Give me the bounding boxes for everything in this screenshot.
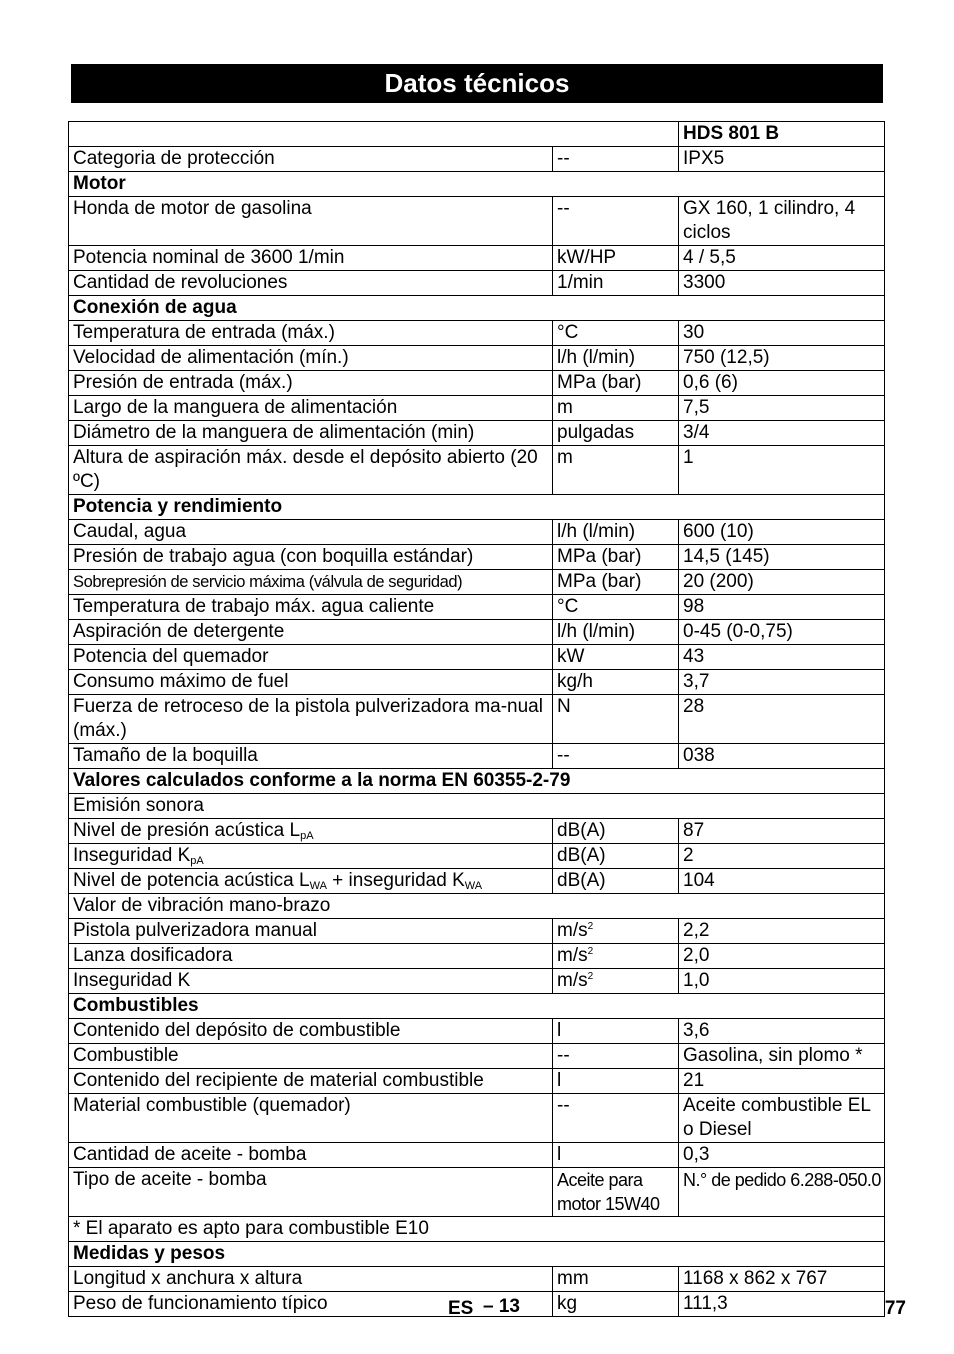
table-row — [69, 695, 885, 744]
table-row — [69, 819, 885, 844]
row-unit: -- — [553, 744, 679, 769]
table-row — [69, 246, 885, 271]
footer-page-label: – 13 — [483, 1296, 520, 1317]
model-name: HDS 801 B — [679, 122, 885, 147]
section-heading: Medidas y pesos — [69, 1242, 885, 1267]
row-label: Peso de funcionamiento típico — [69, 1292, 553, 1317]
row-unit — [553, 919, 679, 944]
row-unit: kg — [553, 1292, 679, 1317]
row-label: Consumo máximo de fuel — [69, 670, 553, 695]
row-unit: MPa (bar) — [553, 371, 679, 396]
table-row — [69, 670, 885, 695]
table-row — [69, 869, 885, 894]
table-row — [69, 396, 885, 421]
row-unit: -- — [553, 1094, 679, 1143]
label-text: Inseguridad K — [73, 845, 191, 866]
label-text: Nivel de presión acústica L — [73, 820, 301, 841]
footnote: * El aparato es apto para combustible E10 — [69, 1217, 885, 1242]
row-value: IPX5 — [679, 147, 885, 172]
table-row — [69, 1267, 885, 1292]
row-label: Contenido del depósito de combustible — [69, 1019, 553, 1044]
row-label: Temperatura de trabajo máx. agua caliente — [69, 595, 553, 620]
row-label: Temperatura de entrada (máx.) — [69, 321, 553, 346]
table-row — [69, 1019, 885, 1044]
label-text-mid: + inseguridad K — [326, 870, 465, 891]
row-unit: dB(A) — [553, 869, 679, 894]
row-label: Tipo de aceite - bomba — [69, 1168, 553, 1217]
row-unit: l — [553, 1019, 679, 1044]
row-unit: °C — [553, 595, 679, 620]
table-row — [69, 271, 885, 296]
page-title: Datos técnicos — [71, 64, 883, 103]
section-heading: Conexión de agua — [69, 296, 885, 321]
row-unit: l/h (l/min) — [553, 346, 679, 371]
row-unit: N — [553, 695, 679, 744]
row-unit: l/h (l/min) — [553, 620, 679, 645]
table-row — [69, 197, 885, 246]
row-value: 4 / 5,5 — [679, 246, 885, 271]
row-label: Combustible — [69, 1044, 553, 1069]
row-unit: dB(A) — [553, 844, 679, 869]
row-value: 750 (12,5) — [679, 346, 885, 371]
row-label: Sobrepresión de servicio máxima (válvula de seguridad) — [69, 570, 553, 595]
row-label — [69, 819, 553, 844]
label-subscript: pA — [190, 855, 204, 867]
row-unit: dB(A) — [553, 819, 679, 844]
table-row — [69, 919, 885, 944]
section-row — [69, 495, 885, 520]
section-heading: Combustibles — [69, 994, 885, 1019]
table-row — [69, 147, 885, 172]
section-row — [69, 994, 885, 1019]
row-value: 30 — [679, 321, 885, 346]
row-value: 104 — [679, 869, 885, 894]
row-value: 28 — [679, 695, 885, 744]
table-header-row — [69, 122, 885, 147]
row-label: Cantidad de revoluciones — [69, 271, 553, 296]
row-value: N.° de pedido 6.288-050.0 — [679, 1168, 885, 1217]
row-unit — [553, 969, 679, 994]
row-label: Lanza dosificadora — [69, 944, 553, 969]
row-value: 0,3 — [679, 1143, 885, 1168]
row-value: 43 — [679, 645, 885, 670]
section-row — [69, 1242, 885, 1267]
empty-cell — [69, 122, 679, 147]
row-value: 3,6 — [679, 1019, 885, 1044]
row-unit: m — [553, 396, 679, 421]
section-heading: Valores calculados conforme a la norma EN 60355-2-79 — [69, 769, 885, 794]
unit-text: m/s — [557, 945, 588, 966]
table-row — [69, 570, 885, 595]
unit-superscript: 2 — [587, 921, 594, 932]
row-value: 600 (10) — [679, 520, 885, 545]
footer-language: ES — [448, 1298, 474, 1319]
table-row — [69, 969, 885, 994]
row-value: 14,5 (145) — [679, 545, 885, 570]
section-row — [69, 296, 885, 321]
row-value: 20 (200) — [679, 570, 885, 595]
row-label: Cantidad de aceite - bomba — [69, 1143, 553, 1168]
section-heading: Potencia y rendimiento — [69, 495, 885, 520]
subsection-heading: Emisión sonora — [69, 794, 885, 819]
table-row — [69, 1069, 885, 1094]
row-label: Presión de trabajo agua (con boquilla estándar) — [69, 545, 553, 570]
label-subscript: WA — [464, 880, 483, 892]
row-label: Caudal, agua — [69, 520, 553, 545]
page-number: 77 — [884, 1298, 906, 1319]
row-label: Fuerza de retroceso de la pistola pulverizadora ma-nual (máx.) — [69, 695, 553, 744]
row-value: 0,6 (6) — [679, 371, 885, 396]
row-value: 1 — [679, 446, 885, 495]
row-label: Inseguridad K — [69, 969, 553, 994]
row-label: Presión de entrada (máx.) — [69, 371, 553, 396]
row-unit: -- — [553, 1044, 679, 1069]
table-row — [69, 1044, 885, 1069]
table-row — [69, 1143, 885, 1168]
table-row — [69, 545, 885, 570]
row-unit — [553, 944, 679, 969]
row-unit: MPa (bar) — [553, 545, 679, 570]
row-unit: °C — [553, 321, 679, 346]
unit-text: m/s — [557, 920, 588, 941]
section-row — [69, 172, 885, 197]
table-row — [69, 844, 885, 869]
row-unit: m — [553, 446, 679, 495]
note-row — [69, 1217, 885, 1242]
row-value: 1168 x 862 x 767 — [679, 1267, 885, 1292]
row-value: 2 — [679, 844, 885, 869]
row-label: Material combustible (quemador) — [69, 1094, 553, 1143]
row-label: Contenido del recipiente de material combustible — [69, 1069, 553, 1094]
row-label: Longitud x anchura x altura — [69, 1267, 553, 1292]
row-label: Potencia nominal de 3600 1/min — [69, 246, 553, 271]
row-value: 87 — [679, 819, 885, 844]
row-unit: mm — [553, 1267, 679, 1292]
row-unit: l — [553, 1069, 679, 1094]
row-unit: l — [553, 1143, 679, 1168]
table-row — [69, 1168, 885, 1217]
section-row — [69, 769, 885, 794]
unit-superscript: 2 — [587, 946, 594, 957]
unit-text: m/s — [557, 970, 588, 991]
row-value: GX 160, 1 cilindro, 4 ciclos — [679, 197, 885, 246]
row-value: 7,5 — [679, 396, 885, 421]
row-label — [69, 869, 553, 894]
row-unit: Aceite para motor 15W40 — [553, 1168, 679, 1217]
row-label: Largo de la manguera de alimentación — [69, 396, 553, 421]
row-label: Velocidad de alimentación (mín.) — [69, 346, 553, 371]
row-unit: -- — [553, 147, 679, 172]
table-row — [69, 346, 885, 371]
row-label: Pistola pulverizadora manual — [69, 919, 553, 944]
row-unit: kW — [553, 645, 679, 670]
table-row — [69, 744, 885, 769]
row-unit: kW/HP — [553, 246, 679, 271]
row-value: 3/4 — [679, 421, 885, 446]
table-row — [69, 371, 885, 396]
row-unit: pulgadas — [553, 421, 679, 446]
table-row — [69, 446, 885, 495]
row-unit: kg/h — [553, 670, 679, 695]
label-subscript: WA — [309, 880, 327, 892]
table-row — [69, 421, 885, 446]
row-label: Categoria de protección — [69, 147, 553, 172]
row-label: Honda de motor de gasolina — [69, 197, 553, 246]
row-unit: 1/min — [553, 271, 679, 296]
row-label: Tamaño de la boquilla — [69, 744, 553, 769]
row-unit: l/h (l/min) — [553, 520, 679, 545]
row-unit: -- — [553, 197, 679, 246]
row-unit: MPa (bar) — [553, 570, 679, 595]
table-row — [69, 321, 885, 346]
row-value: 2,0 — [679, 944, 885, 969]
row-value: Aceite combustible EL o Diesel — [679, 1094, 885, 1143]
unit-superscript: 2 — [587, 971, 594, 982]
table-row — [69, 1292, 885, 1317]
row-value: 98 — [679, 595, 885, 620]
row-value: 111,3 — [679, 1292, 885, 1317]
table-row — [69, 645, 885, 670]
table-row — [69, 520, 885, 545]
row-label: Altura de aspiración máx. desde el depósito abierto (20 ºC) — [69, 446, 553, 495]
subsection-row — [69, 894, 885, 919]
label-subscript: pA — [300, 830, 314, 842]
row-value: 1,0 — [679, 969, 885, 994]
row-label: Aspiración de detergente — [69, 620, 553, 645]
row-value: 038 — [679, 744, 885, 769]
row-value: 2,2 — [679, 919, 885, 944]
label-text: Nivel de potencia acústica L — [73, 870, 310, 891]
row-value: 3300 — [679, 271, 885, 296]
row-value: 0-45 (0-0,75) — [679, 620, 885, 645]
technical-data-table — [68, 121, 885, 1317]
row-label — [69, 844, 553, 869]
row-label: Potencia del quemador — [69, 645, 553, 670]
subsection-heading: Valor de vibración mano-brazo — [69, 894, 885, 919]
table-row — [69, 944, 885, 969]
row-value: 3,7 — [679, 670, 885, 695]
row-label: Diámetro de la manguera de alimentación (min) — [69, 421, 553, 446]
row-value: 21 — [679, 1069, 885, 1094]
table-row — [69, 620, 885, 645]
table-row — [69, 1094, 885, 1143]
section-heading: Motor — [69, 172, 885, 197]
row-value: Gasolina, sin plomo * — [679, 1044, 885, 1069]
subsection-row — [69, 794, 885, 819]
table-row — [69, 595, 885, 620]
